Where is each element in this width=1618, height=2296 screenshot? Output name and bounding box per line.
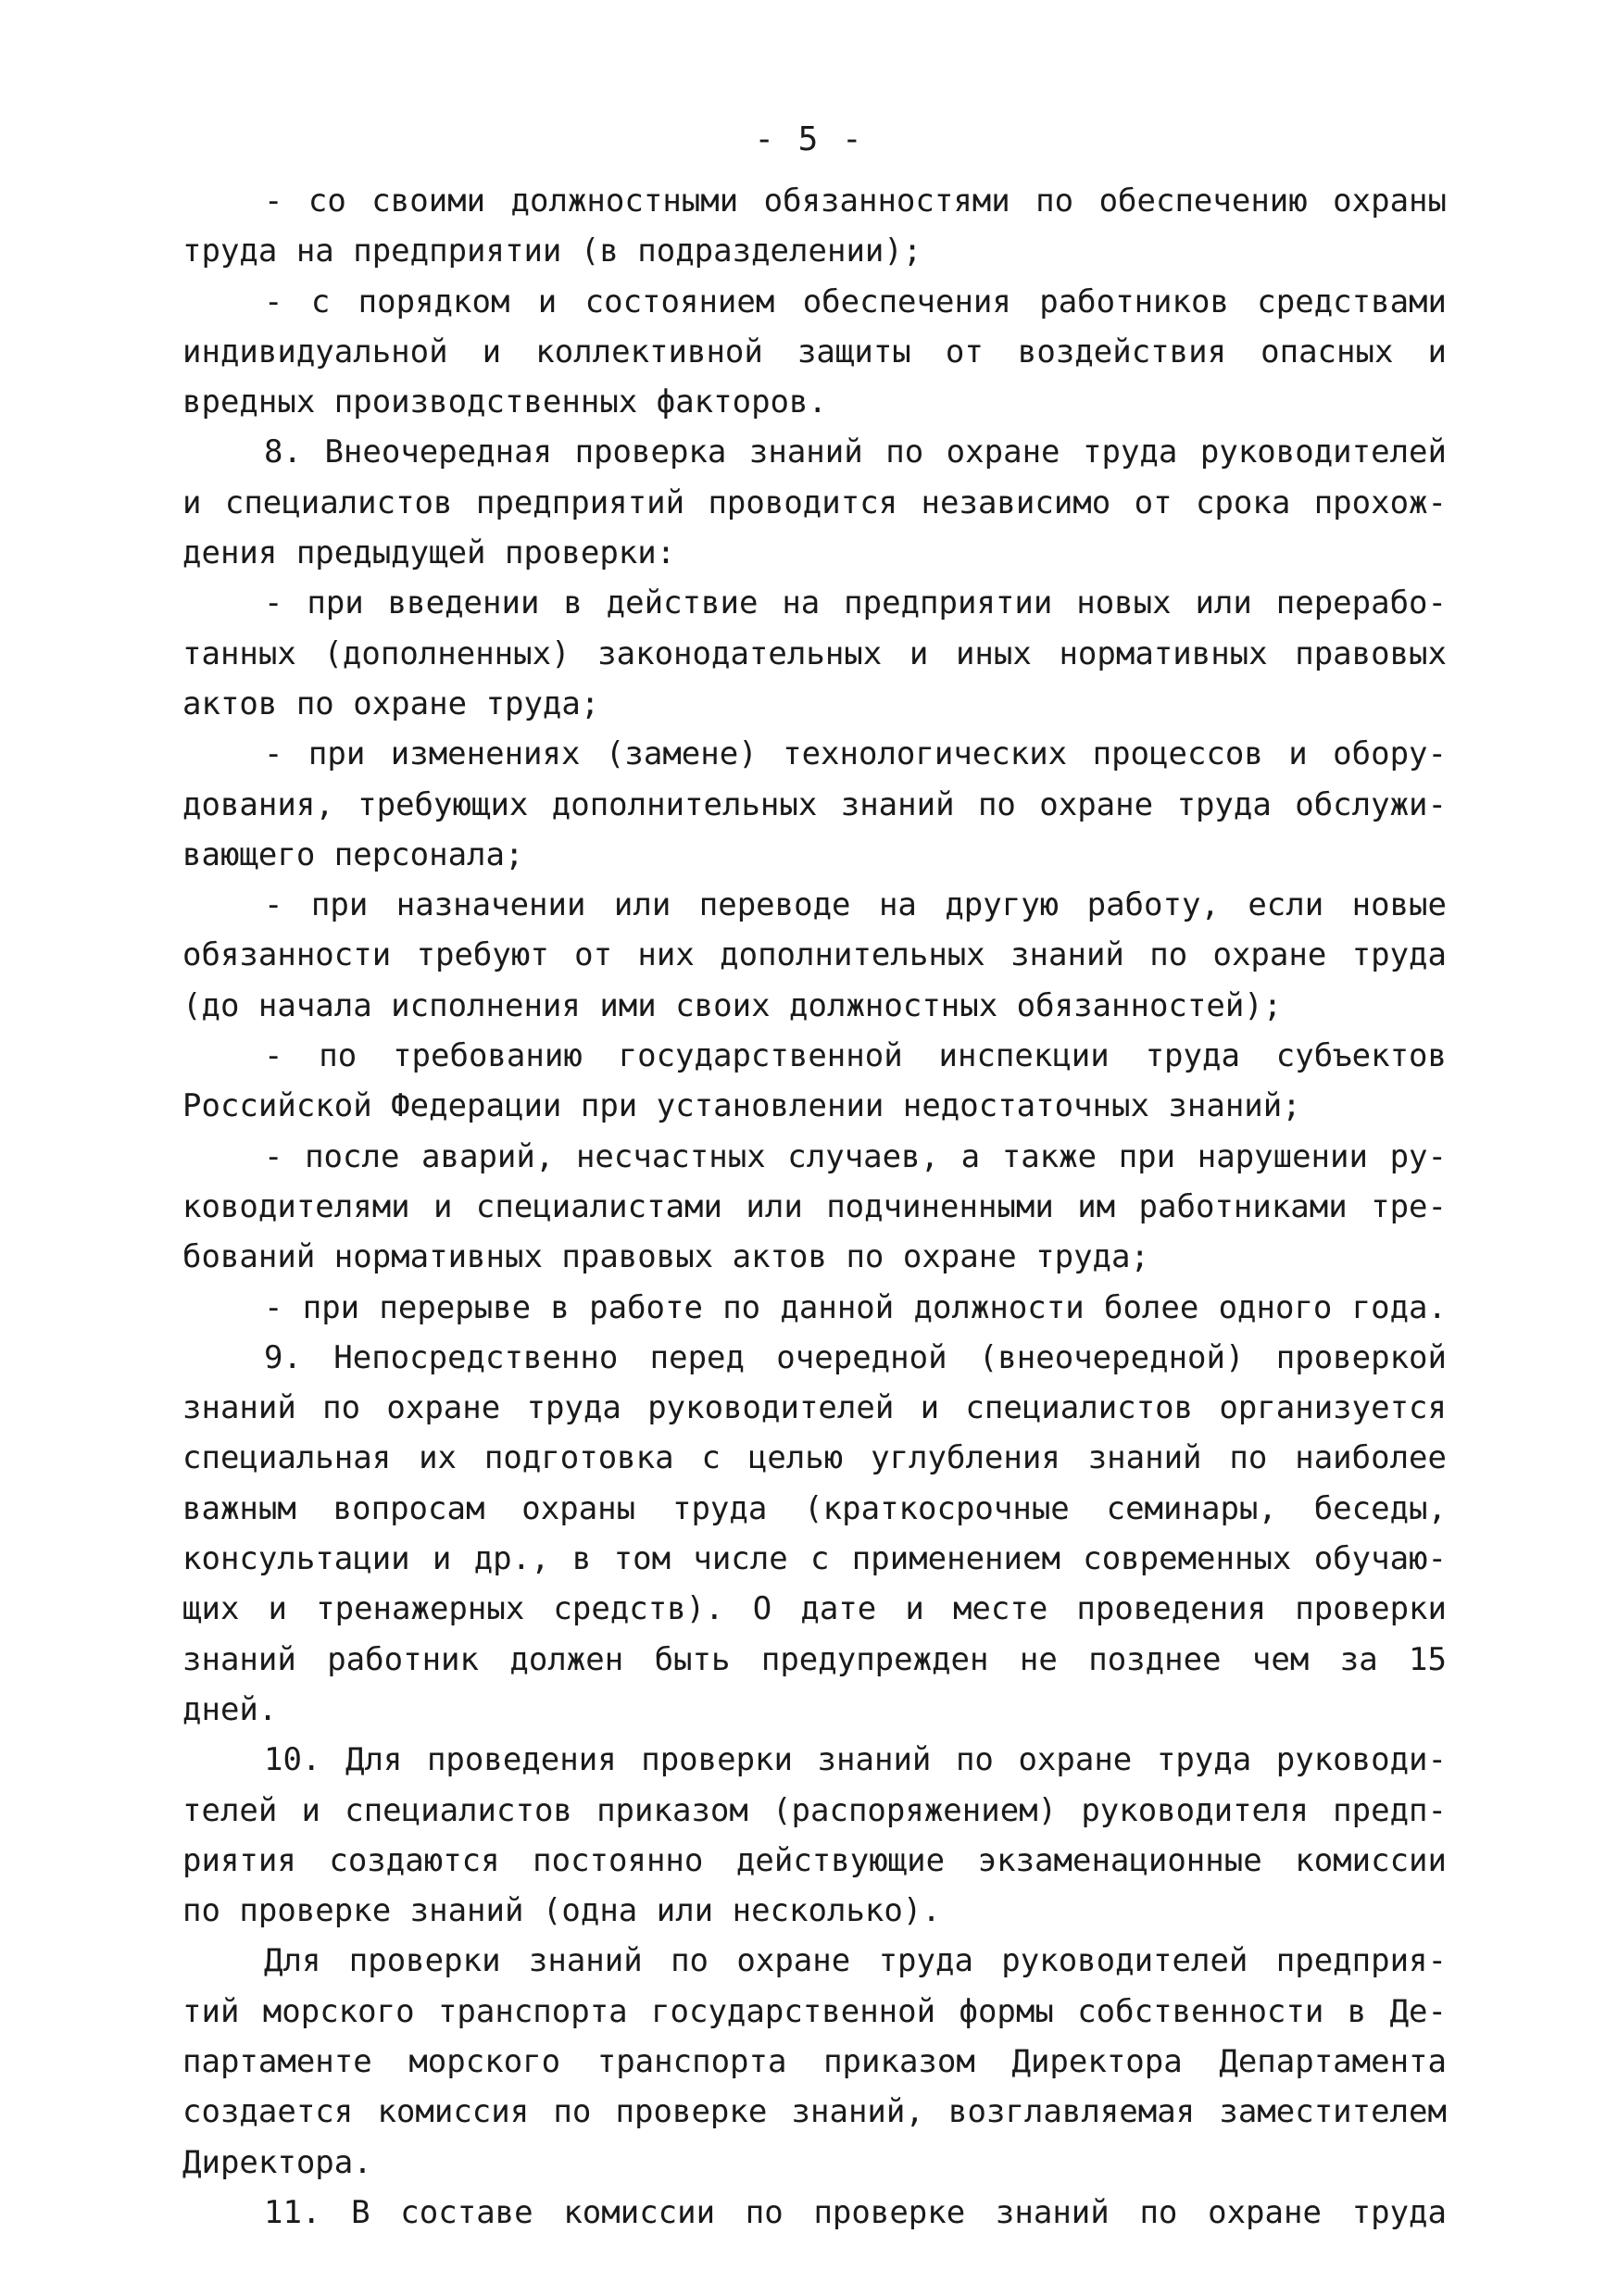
text-line: - при перерыве в работе по данной должности более одного года. — [264, 1288, 1447, 1326]
text-line: знаний работник должен быть предупрежден не позднее чем за 15 — [182, 1640, 1447, 1678]
text-line: 11. В составе комиссии по проверке знаний по охране труда — [264, 2193, 1447, 2231]
text-line: (до начала исполнения ими своих должностных обязанностей); — [182, 986, 1283, 1024]
text-line: Директора. — [182, 2143, 372, 2181]
text-line: - после аварий, несчастных случаев, а также при нарушении ру- — [264, 1137, 1447, 1175]
text-line: танных (дополненных) законодательных и иных нормативных правовых — [182, 634, 1447, 672]
text-line: и специалистов предприятий проводится независимо от срока прохож- — [182, 483, 1447, 521]
text-line: 8. Внеочередная проверка знаний по охране труда руководителей — [264, 433, 1447, 471]
text-line: - с порядком и состоянием обеспечения работников средствами — [264, 282, 1447, 320]
text-line: риятия создаются постоянно действующие экзаменационные комиссии — [182, 1841, 1447, 1879]
text-line: специальная их подготовка с целью углубления знаний по наиболее — [182, 1439, 1447, 1477]
text-line: щих и тренажерных средств). О дате и месте проведения проверки — [182, 1590, 1447, 1628]
text-line: создается комиссия по проверке знаний, возглавляемая заместителем — [182, 2093, 1447, 2131]
text-line: бований нормативных правовых актов по охране труда; — [182, 1238, 1149, 1276]
text-line: тий морского транспорта государственной формы собственности в Де- — [182, 1992, 1447, 2030]
text-line: 10. Для проведения проверки знаний по охране труда руководи- — [264, 1741, 1447, 1779]
text-line: консультации и др., в том числе с применением современных обучаю- — [182, 1540, 1447, 1578]
text-line: актов по охране труда; — [182, 684, 600, 722]
text-line: важным вопросам охраны труда (краткосрочные семинары, беседы, — [182, 1489, 1447, 1527]
text-line: 9. Непосредственно перед очередной (внеочередной) проверкой — [264, 1338, 1447, 1376]
text-line: дения предыдущей проверки: — [182, 534, 676, 572]
text-line: Российской Федерации при установлении недостаточных знаний; — [182, 1087, 1301, 1125]
text-line: - при введении в действие на предприятии новых или перерабо- — [264, 584, 1447, 622]
text-line: партаменте морского транспорта приказом Директора Департамента — [182, 2042, 1447, 2080]
text-line: труда на предприятии (в подразделении); — [182, 232, 922, 270]
text-line: обязанности требуют от них дополнительных знаний по охране труда — [182, 936, 1447, 974]
text-line: ководителями и специалистами или подчиненными им работниками тре- — [182, 1187, 1447, 1225]
text-line: - по требованию государственной инспекции труда субъектов — [264, 1037, 1447, 1075]
text-line: телей и специалистов приказом (распоряжением) руководителя предп- — [182, 1791, 1447, 1829]
text-line: дования, требующих дополнительных знаний по охране труда обслужи- — [182, 785, 1447, 823]
document-body-text — [182, 176, 1447, 2238]
text-line: дней. — [182, 1690, 278, 1728]
page-number: - 5 - — [754, 120, 864, 158]
text-line: знаний по охране труда руководителей и специалистов организуется — [182, 1389, 1447, 1427]
text-line: - при изменениях (замене) технологических процессов и обору- — [264, 735, 1447, 773]
text-line: вредных производственных факторов. — [182, 383, 827, 421]
text-line: по проверке знаний (одна или несколько). — [182, 1892, 941, 1930]
text-line: - со своими должностными обязанностями по обеспечению охраны — [264, 182, 1447, 220]
text-line: - при назначении или переводе на другую работу, если новые — [264, 886, 1447, 924]
text-line: вающего персонала; — [182, 835, 524, 873]
text-line: Для проверки знаний по охране труда руководителей предприя- — [264, 1942, 1447, 1980]
text-line: индивидуальной и коллективной защиты от воздействия опасных и — [182, 332, 1447, 370]
